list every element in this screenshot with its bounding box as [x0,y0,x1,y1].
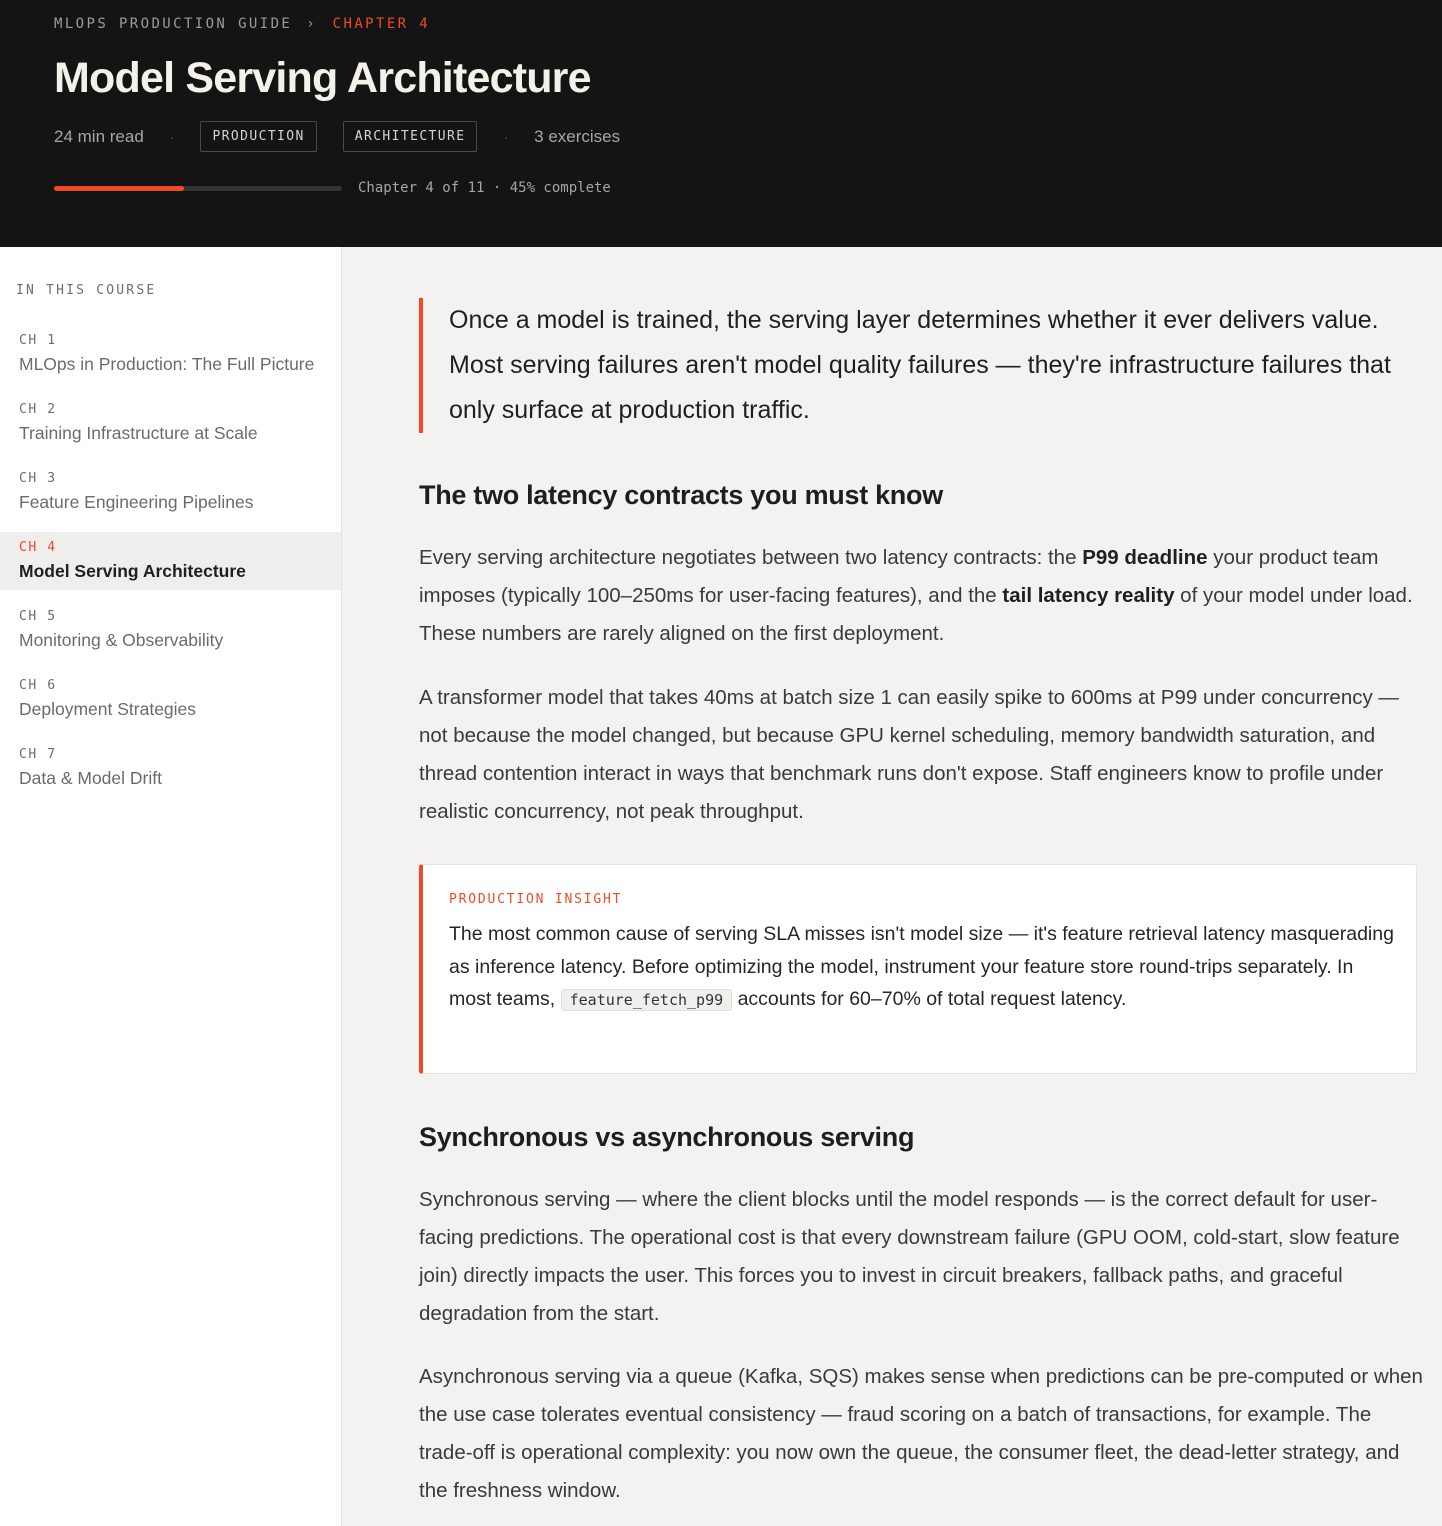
section-heading-latency: The two latency contracts you must know [419,480,943,510]
page-header [0,0,1442,247]
breadcrumb-separator-icon: › [306,16,315,32]
sidebar-heading: IN THIS COURSE [16,283,157,298]
sidebar-item-ch6[interactable] [0,670,341,728]
tag-architecture[interactable]: ARCHITECTURE [343,121,478,152]
chapter-meta [54,121,620,152]
sidebar-item-ch5[interactable] [0,601,341,659]
text-run: your product team imposes (typically 100–250ms for user-facing features), and the [419,546,1379,607]
chapter-content [342,247,1442,1526]
paragraph-synchronous: Synchronous serving — where the client blocks until the model responds — is the correct default for user-facing predictions. The operational cost is that every downstream failure (GPU OOM, cold-start, slow feature join) directly impacts the user. This forces you to invest in circuit breakers, fallback paths, and graceful degradation from the start. [419,1188,1400,1325]
breadcrumb-course-link[interactable]: MLOPS PRODUCTION GUIDE [54,16,293,32]
sidebar-item-ch1[interactable] [0,325,341,383]
read-time: 24 min read [54,126,144,146]
course-progress-fill [54,186,184,191]
chapter-number: CH 6 [19,678,57,693]
chapter-title: Monitoring & Observability [19,630,224,650]
callout-label: PRODUCTION INSIGHT [449,892,623,907]
paragraph-latency-contracts [419,539,1429,653]
chapter-number: CH 3 [19,471,57,486]
breadcrumb-current: CHAPTER 4 [332,16,431,32]
course-progress-label: Chapter 4 of 11 · 45% complete [358,180,611,196]
sidebar-item-ch7[interactable] [0,739,341,797]
meta-separator: · [169,128,175,145]
chapter-title: MLOps in Production: The Full Picture [19,354,315,374]
paragraph-transformer-latency: A transformer model that takes 40ms at batch size 1 can easily spike to 600ms at P99 under concurrency — not because the model changed, but because GPU kernel scheduling, memory bandwidth saturation, and thread contention interact in ways that benchmark runs don't expose. Staff engineers know to profile under realistic concurrency, not peak throughput. [419,686,1399,823]
meta-separator: · [503,128,509,145]
chapter-title: Feature Engineering Pipelines [19,492,254,512]
emphasis-p99-deadline: P99 deadline [1082,546,1208,569]
paragraph-asynchronous: Asynchronous serving via a queue (Kafka, SQS) makes sense when predictions can be pre-computed or when the use case tolerates eventual consistency — fraud scoring on a batch of transactions, for example. The trade-off is operational complexity: you now own the queue, the consumer fleet, the dead-letter strategy, and the freshness window. [419,1365,1423,1502]
sidebar-item-ch4-active[interactable] [0,532,341,590]
inline-code: feature_fetch_p99 [561,989,733,1011]
production-insight-callout [419,864,1417,1074]
text-run: Every serving architecture negotiates between two latency contracts: the [419,546,1083,569]
course-progress-bar [54,186,342,191]
chapter-list [0,325,341,808]
text-run: accounts for 60–70% of total request latency. [732,988,1127,1010]
lead-quote: Once a model is trained, the serving layer determines whether it ever delivers value. Most serving failures aren't model quality failures — they're infrastructure failures that only surface at production traffic. [419,298,1429,433]
chapter-number: CH 7 [19,747,57,762]
breadcrumb [54,16,430,32]
chapter-title: Model Serving Architecture [19,561,246,581]
chapter-title: Training Infrastructure at Scale [19,423,258,443]
chapter-title: Deployment Strategies [19,699,197,719]
text-run: of your model under load. These numbers are rarely aligned on the first deployment. [419,584,1413,645]
text-run: The most common cause of serving SLA misses isn't model size — it's feature retrieval latency masquerading as inference latency. Before optimizing the model, instrument your feature store round-trips separately. In most teams, [449,923,1394,1010]
sidebar-item-ch2[interactable] [0,394,341,452]
callout-text [449,918,1399,1017]
chapter-number: CH 2 [19,402,57,417]
chapter-number: CH 4 [19,540,57,555]
sidebar-item-ch3[interactable] [0,463,341,521]
page-title: Model Serving Architecture [54,54,591,102]
exercise-count: 3 exercises [534,126,621,146]
emphasis-tail-latency: tail latency reality [1002,584,1175,607]
course-sidebar [0,247,342,1526]
section-heading-sync-async: Synchronous vs asynchronous serving [419,1122,915,1152]
tag-production[interactable]: PRODUCTION [200,121,316,152]
chapter-title: Data & Model Drift [19,768,162,788]
chapter-number: CH 5 [19,609,57,624]
chapter-number: CH 1 [19,333,57,348]
